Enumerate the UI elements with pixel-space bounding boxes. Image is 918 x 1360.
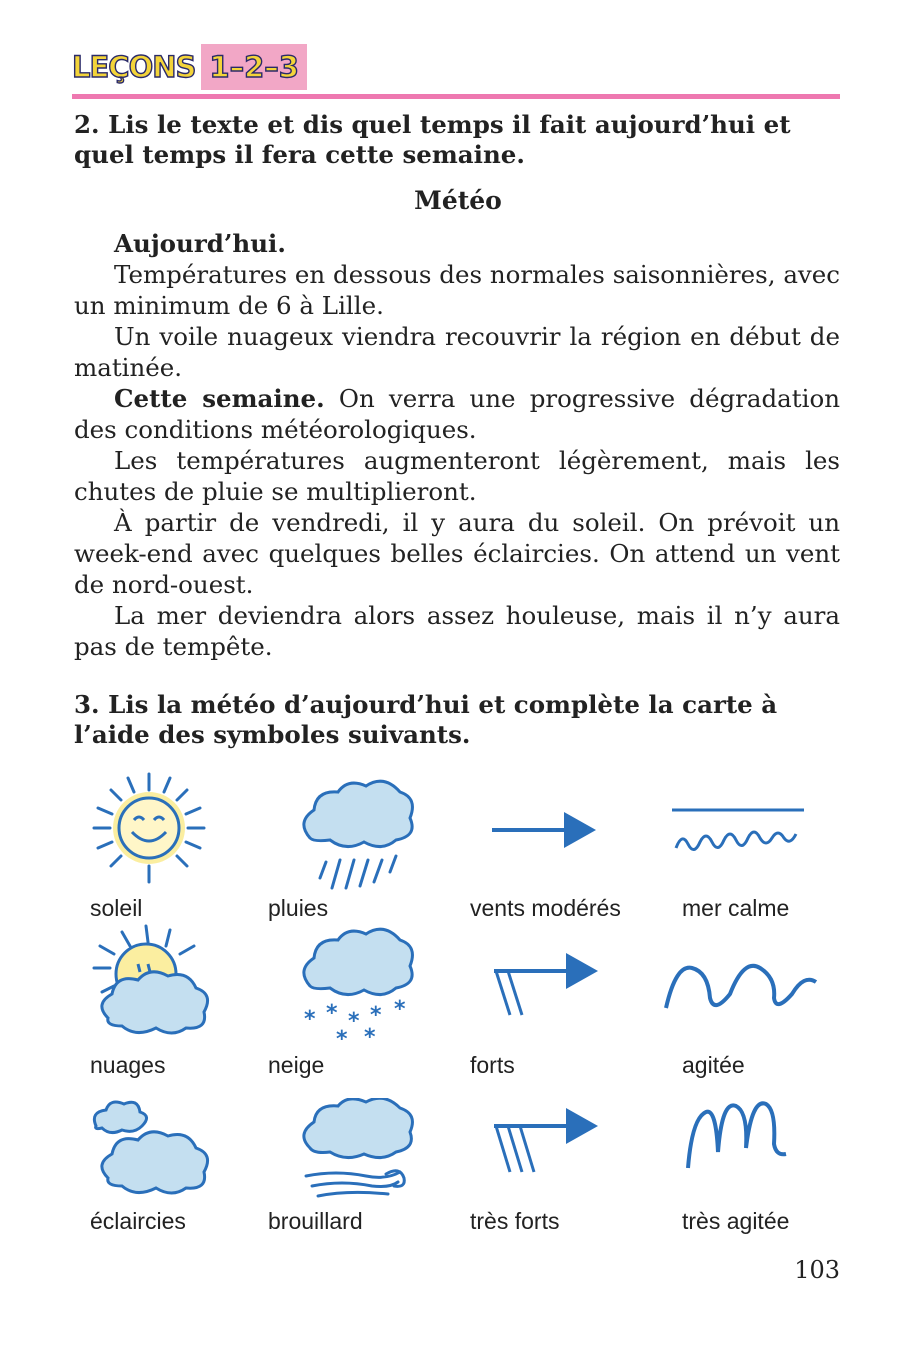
rough-sea-icon: [660, 948, 820, 1018]
task-3-instruction: 3. Lis la météo d’aujourd’hui et complète la carte à l’aide des symboles suivants.: [74, 690, 778, 749]
paragraph-temperatures: Températures en dessous des normales saisonnières, avec un minimum de 6 à Lille.: [74, 260, 840, 320]
weather-text: [74, 228, 840, 662]
very-strong-wind-icon: [488, 1100, 608, 1180]
label-tres-agitee: très agitée: [682, 1208, 790, 1234]
sun-icon: [84, 768, 214, 888]
label-vents-moderes: vents modérés: [470, 895, 621, 921]
svg-text:*: *: [326, 1001, 338, 1026]
label-forts: forts: [470, 1052, 515, 1078]
paragraph-friday: À partir de vendredi, il y aura du soleil. On prévoit un week-end avec quelques belles éclaircies. On attend un vent de nord-ouest.: [74, 508, 840, 599]
label-eclaircies: éclaircies: [90, 1208, 186, 1234]
label-nuages: nuages: [90, 1052, 166, 1078]
very-rough-sea-icon: [680, 1098, 800, 1178]
svg-text:*: *: [364, 1025, 376, 1050]
paragraph-this-week: [74, 383, 840, 445]
clouds-icon: [88, 1098, 218, 1208]
this-week-text: On verra une progressive dégradation des conditions météorologiques.: [74, 384, 840, 444]
snow-cloud-icon: [290, 926, 420, 1050]
paragraph-today-heading: Aujourd’hui.: [114, 229, 286, 258]
sun-behind-cloud-icon: [86, 922, 216, 1052]
lesson-numbers-badge: 1–2–3: [201, 44, 307, 90]
this-week-heading: Cette semaine.: [114, 384, 325, 413]
fog-icon: [290, 1098, 420, 1208]
text-title: Météo: [414, 186, 502, 215]
svg-text:*: *: [304, 1007, 316, 1032]
label-brouillard: brouillard: [268, 1208, 363, 1234]
page-number: 103: [794, 1256, 840, 1284]
paragraph-cloud-veil: Un voile nuageux viendra recouvrir la région en début de matinée.: [74, 322, 840, 382]
label-pluies: pluies: [268, 895, 329, 921]
rain-cloud-icon: [290, 778, 420, 898]
header-divider: [72, 94, 840, 99]
svg-text:*: *: [336, 1027, 348, 1050]
label-mer-calme: mer calme: [682, 895, 790, 921]
label-agitee: agitée: [682, 1052, 745, 1078]
svg-text:*: *: [370, 1003, 382, 1028]
label-tres-forts: très forts: [470, 1208, 560, 1234]
calm-sea-icon: [668, 798, 808, 858]
paragraph-rain: Les températures augmenteront légèrement, mais les chutes de pluie se multiplieront.: [74, 446, 840, 506]
task-2-instruction: 2. Lis le texte et dis quel temps il fait aujourd’hui et quel temps il fera cette semaine.: [74, 110, 791, 169]
lessons-title: LEÇONS: [72, 50, 196, 84]
svg-text:*: *: [394, 997, 406, 1022]
paragraph-sea: La mer deviendra alors assez houleuse, mais il n’y aura pas de tempête.: [74, 601, 840, 661]
lesson-header: [72, 44, 307, 90]
svg-text:*: *: [348, 1009, 360, 1034]
label-soleil: soleil: [90, 895, 143, 921]
label-neige: neige: [268, 1052, 325, 1078]
strong-wind-icon: [488, 945, 608, 1025]
arrow-icon: [486, 800, 606, 860]
